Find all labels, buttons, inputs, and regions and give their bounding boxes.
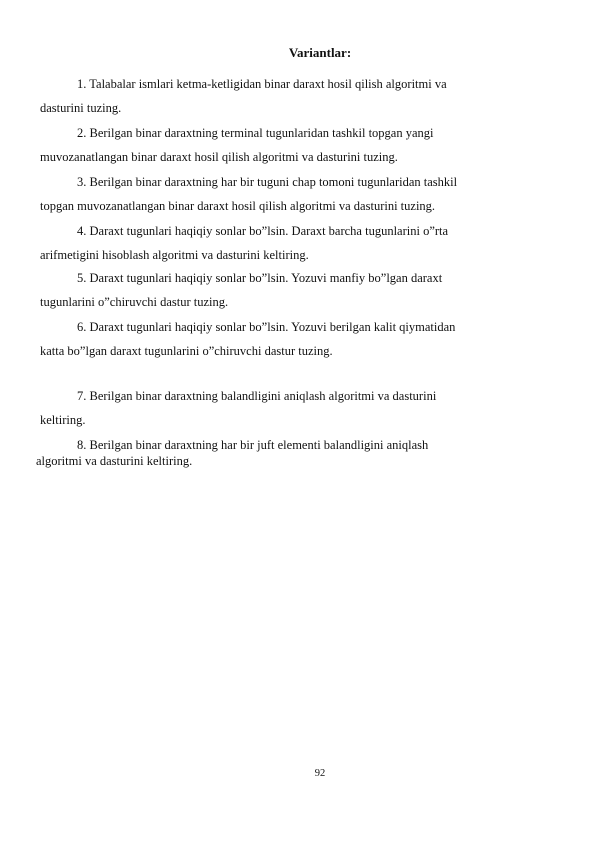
- list-item-line1: 4. Daraxt tugunlari haqiqiy sonlar bo”lsin. Daraxt barcha tugunlarini o”rta: [77, 224, 449, 238]
- list-item-line2: dasturini tuzing.: [40, 101, 122, 115]
- list-item-line1: 7. Berilgan binar daraxtning balandligini aniqlash algoritmi va dasturini: [77, 389, 437, 403]
- list-item-line1: 8. Berilgan binar daraxtning har bir juft elementi balandligini aniqlash: [77, 438, 429, 452]
- list-item-line2: keltiring.: [40, 413, 86, 427]
- list-item-line1: 5. Daraxt tugunlari haqiqiy sonlar bo”lsin. Yozuvi manfiy bo”lgan daraxt: [77, 271, 443, 285]
- list-item-line2: algoritmi va dasturini keltiring.: [36, 454, 193, 468]
- list-item-line2: katta bo”lgan daraxt tugunlarini o”chiruvchi dastur tuzing.: [40, 344, 333, 358]
- page-title: Variantlar:: [288, 45, 352, 60]
- page-number: 92: [314, 768, 326, 779]
- list-item-line2: arifmetigini hisoblash algoritmi va dasturini keltiring.: [40, 248, 309, 262]
- list-item-line1: 2. Berilgan binar daraxtning terminal tugunlaridan tashkil topgan yangi: [77, 126, 434, 140]
- list-item-line2: tugunlarini o”chiruvchi dastur tuzing.: [40, 295, 229, 309]
- list-item-line2: muvozanatlangan binar daraxt hosil qilish algoritmi va dasturini tuzing.: [40, 150, 398, 164]
- list-item-line1: 6. Daraxt tugunlari haqiqiy sonlar bo”lsin. Yozuvi berilgan kalit qiymatidan: [77, 320, 456, 334]
- list-item-line2: topgan muvozanatlangan binar daraxt hosil qilish algoritmi va dasturini tuzing.: [40, 199, 436, 213]
- list-item-line1: 1. Talabalar ismlari ketma-ketligidan binar daraxt hosil qilish algoritmi va: [77, 77, 447, 91]
- list-item-line1: 3. Berilgan binar daraxtning har bir tuguni chap tomoni tugunlaridan tashkil: [77, 175, 458, 189]
